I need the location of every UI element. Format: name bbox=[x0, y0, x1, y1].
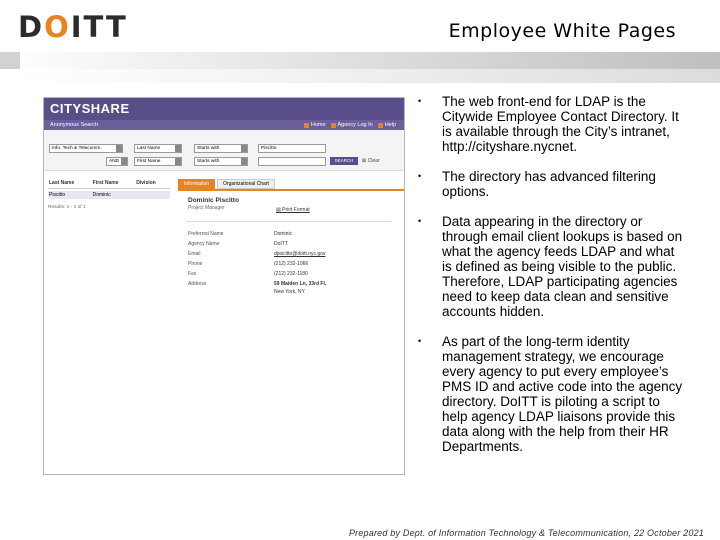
attribute-select-2[interactable]: First Name bbox=[134, 157, 182, 166]
clear-button[interactable] bbox=[362, 158, 380, 164]
email-link[interactable]: dpiscitto@doitt.nyc.gov bbox=[274, 251, 326, 257]
results-header bbox=[48, 180, 170, 189]
results-list bbox=[48, 180, 170, 210]
detail-box bbox=[178, 189, 404, 471]
bullet-text: The directory has advanced filtering options. bbox=[442, 169, 656, 199]
detail-row: Phone (212) 232-1066 bbox=[188, 261, 309, 267]
bullet-dot: • bbox=[418, 216, 422, 226]
employee-name: Dominic Piscitto bbox=[188, 197, 239, 204]
logo-text-itt: ITT bbox=[70, 10, 128, 44]
boolean-select[interactable]: AND bbox=[106, 157, 128, 166]
login-icon bbox=[331, 123, 336, 128]
print-format-link[interactable] bbox=[276, 207, 310, 213]
divider bbox=[186, 221, 391, 222]
print-icon: ▤ bbox=[276, 207, 283, 213]
help-icon bbox=[378, 123, 383, 128]
results-count: Results: 1 - 1 of 1 bbox=[48, 205, 86, 210]
detail-row: New York, NY bbox=[274, 289, 305, 295]
bullet-text: As part of the long-term identity management strategy, we encourage every agency to put every employee’s PMS ID and active code into the agency directory. DoITT is piloting a script to help agency LDAP liaisons provide this data along with the help from their HR Departments. bbox=[442, 334, 683, 454]
bullet-text: The web front-end for LDAP is the Citywide Employee Contact Directory. It is available through the City’s intranet, http://cityshare.nycnet. bbox=[442, 94, 679, 154]
detail-row: Fax (212) 232-1180 bbox=[188, 271, 308, 277]
col-first-name[interactable]: First Name bbox=[92, 180, 119, 186]
clear-label: Clear bbox=[367, 158, 380, 164]
attribute-select-1[interactable]: Last Name bbox=[134, 144, 182, 153]
logo-text-d: D bbox=[18, 10, 45, 44]
cell-division bbox=[136, 192, 170, 198]
employee-title: Project Manager bbox=[188, 205, 225, 211]
header-gradient-bar bbox=[0, 52, 720, 69]
nav-link-login[interactable]: Agency Log In bbox=[331, 120, 373, 130]
tab-information[interactable]: Information bbox=[178, 179, 215, 189]
cell-first: Dominic bbox=[92, 192, 111, 198]
bullet-text: Data appearing in the directory or through email client lookups is based on what the agency feeds LDAP and what is defined as being visible to the public. Therefore, LDAP participating agencies need to keep data clean and sensitive accounts hidden. bbox=[442, 214, 683, 319]
col-last-name[interactable]: Last Name bbox=[49, 180, 75, 186]
bullet-item bbox=[418, 214, 683, 319]
search-value-1[interactable]: Piscitto bbox=[258, 144, 326, 153]
agency-select[interactable]: Info. Tech & Telecomm. bbox=[49, 144, 123, 153]
search-button[interactable]: SEARCH bbox=[330, 157, 358, 165]
tab-org-chart[interactable]: Organizational Chart bbox=[217, 179, 275, 189]
bullet-item bbox=[418, 94, 683, 154]
cityshare-nav bbox=[44, 120, 404, 130]
bullet-item bbox=[418, 334, 683, 454]
table-row[interactable] bbox=[48, 191, 170, 199]
detail-panel bbox=[178, 179, 404, 471]
home-icon bbox=[304, 123, 309, 128]
bullet-dot: • bbox=[418, 171, 422, 181]
footer-note: Prepared by Dept. of Information Technology & Telecommunication, 22 October 2021 bbox=[348, 528, 704, 538]
detail-tabs bbox=[178, 179, 404, 189]
nav-link-home[interactable]: Home bbox=[304, 120, 326, 130]
cityshare-header: CITYSHARE bbox=[44, 98, 404, 120]
nav-title: Anonymous Search bbox=[50, 122, 98, 128]
slide-title: Employee White Pages bbox=[448, 20, 676, 42]
bullet-dot: • bbox=[418, 96, 422, 106]
detail-row: Email dpiscitto@doitt.nyc.gov bbox=[188, 251, 326, 257]
cell-last: Piscitto bbox=[49, 192, 66, 198]
bullet-item bbox=[418, 169, 683, 199]
header-gradient-bar-lower bbox=[20, 69, 720, 83]
nav-link-help[interactable]: Help bbox=[378, 120, 396, 130]
close-icon: ⊠ bbox=[362, 158, 368, 164]
detail-row: Agency Name DoITT bbox=[188, 241, 288, 247]
operator-select-1[interactable]: Starts with bbox=[194, 144, 248, 153]
search-form bbox=[44, 130, 404, 171]
bullet-list bbox=[418, 94, 683, 469]
logo-text-o: O bbox=[44, 10, 71, 44]
cityshare-screenshot bbox=[43, 97, 405, 475]
detail-row: Address 59 Maiden Ln, 33rd Fl. bbox=[188, 281, 327, 287]
bullet-dot: • bbox=[418, 336, 422, 346]
search-value-2[interactable] bbox=[258, 157, 326, 166]
doitt-logo bbox=[18, 10, 128, 44]
operator-select-2[interactable]: Starts with bbox=[194, 157, 248, 166]
col-division[interactable]: Division bbox=[136, 180, 156, 186]
detail-row: Preferred Name Dominic bbox=[188, 231, 293, 237]
print-label: Print Format bbox=[282, 207, 310, 213]
